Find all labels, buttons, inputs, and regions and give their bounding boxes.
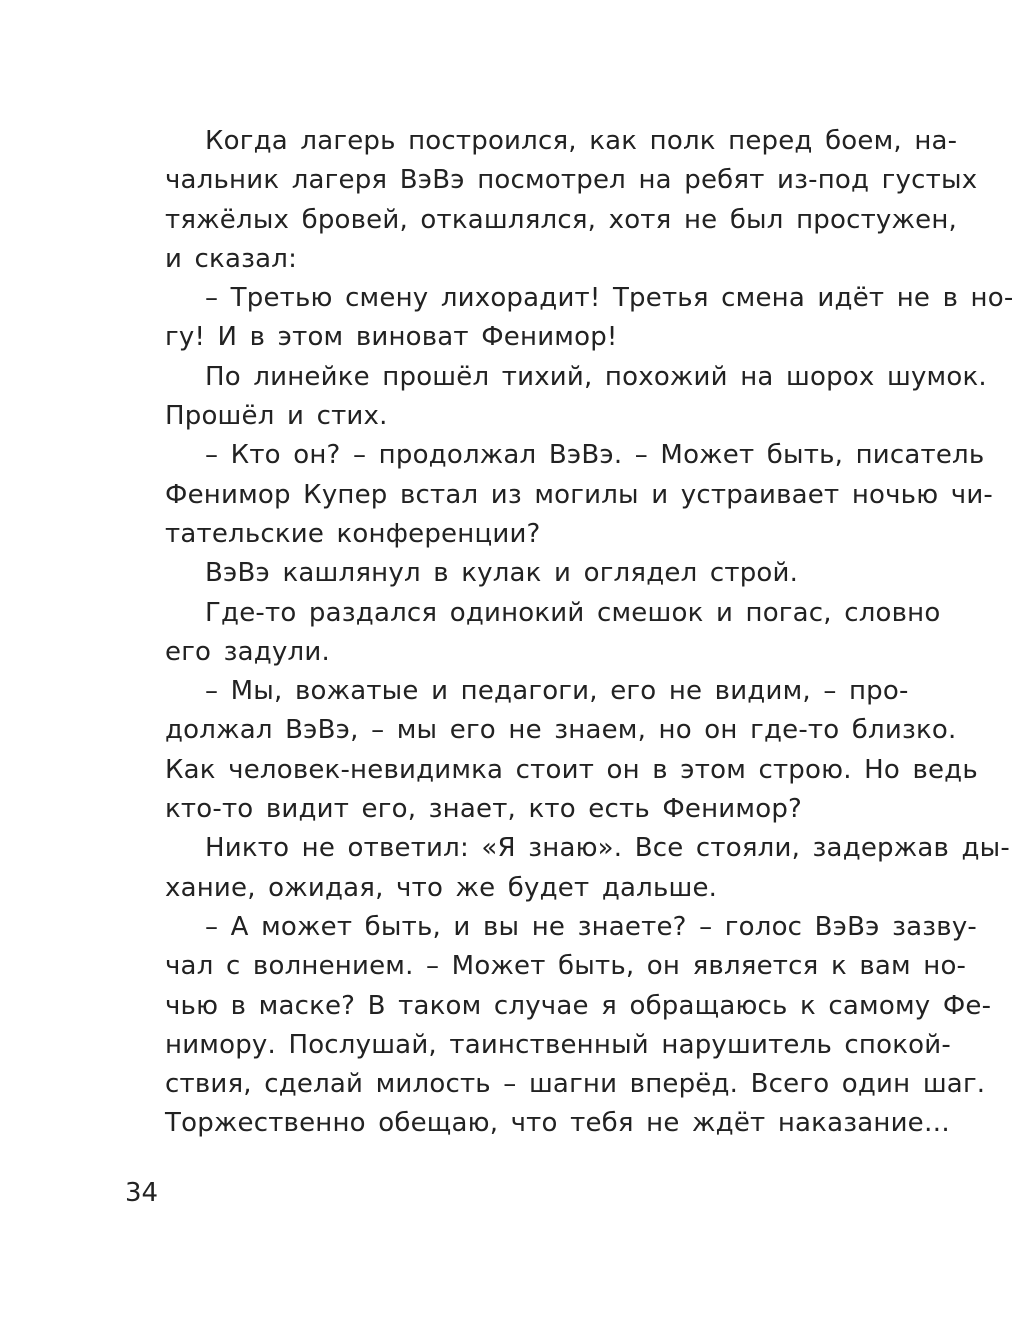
paragraph: [125, 672, 978, 829]
text-line: Где-то раздался одинокий смешок и погас, словно: [205, 597, 941, 628]
text-line: тательские конференции?: [165, 518, 541, 549]
text-line: ствия, сделай милость – шагни вперёд. Всего один шаг.: [165, 1069, 986, 1100]
paragraph: [125, 554, 891, 593]
text-line: По линейке прошёл тихий, похожий на шорох шумок.: [205, 361, 987, 392]
text-line: ВэВэ кашлянул в кулак и оглядел строй.: [205, 558, 799, 589]
text-line: кто-то видит его, знает, кто есть Фенимор?: [165, 794, 803, 825]
paragraph: [125, 122, 978, 279]
body-text: [125, 122, 1013, 1144]
page-number: 34: [125, 1178, 159, 1208]
text-line: тяжёлых бровей, откашлялся, хотя не был простужен,: [165, 204, 957, 235]
text-line: чальник лагеря ВэВэ посмотрел на ребят из-под густых: [165, 165, 978, 196]
paragraph: [125, 908, 992, 1144]
text-line: его задули.: [165, 636, 330, 667]
text-line: хание, ожидая, что же будет дальше.: [165, 872, 718, 903]
paragraph: [125, 436, 993, 554]
text-line: – Третью смену лихорадит! Третья смена идёт не в но-: [205, 283, 1013, 314]
text-line: нимору. Послушай, таинственный нарушитель спокой-: [165, 1029, 951, 1060]
text-line: Торжественно обещаю, что тебя не ждёт наказание…: [165, 1108, 951, 1139]
paragraph: [125, 594, 941, 673]
text-line: Прошёл и стих.: [165, 401, 388, 432]
paragraph: [125, 279, 1013, 358]
text-line: – Мы, вожатые и педагоги, его не видим, – про-: [205, 676, 909, 707]
text-line: Фенимор Купер встал из могилы и устраивает ночью чи-: [165, 479, 993, 510]
text-line: и сказал:: [165, 243, 298, 274]
text-line: – А может быть, и вы не знаете? – голос ВэВэ зазву-: [205, 911, 977, 942]
text-line: чью в маске? В таком случае я обращаюсь к самому Фе-: [165, 990, 992, 1021]
text-line: Как человек-невидимка стоит он в этом строю. Но ведь: [165, 754, 978, 785]
paragraph: [125, 829, 1010, 908]
text-line: гу! И в этом виноват Фенимор!: [165, 322, 618, 353]
text-line: Никто не ответил: «Я знаю». Все стояли, задержав ды-: [205, 833, 1010, 864]
text-line: чал с волнением. – Может быть, он является к вам но-: [165, 951, 967, 982]
text-line: Когда лагерь построился, как полк перед боем, на-: [205, 126, 958, 156]
text-line: должал ВэВэ, – мы его не знаем, но он где-то близко.: [165, 715, 957, 746]
text-line: – Кто он? – продолжал ВэВэ. – Может быть, писатель: [205, 440, 985, 471]
paragraph: [125, 358, 987, 437]
